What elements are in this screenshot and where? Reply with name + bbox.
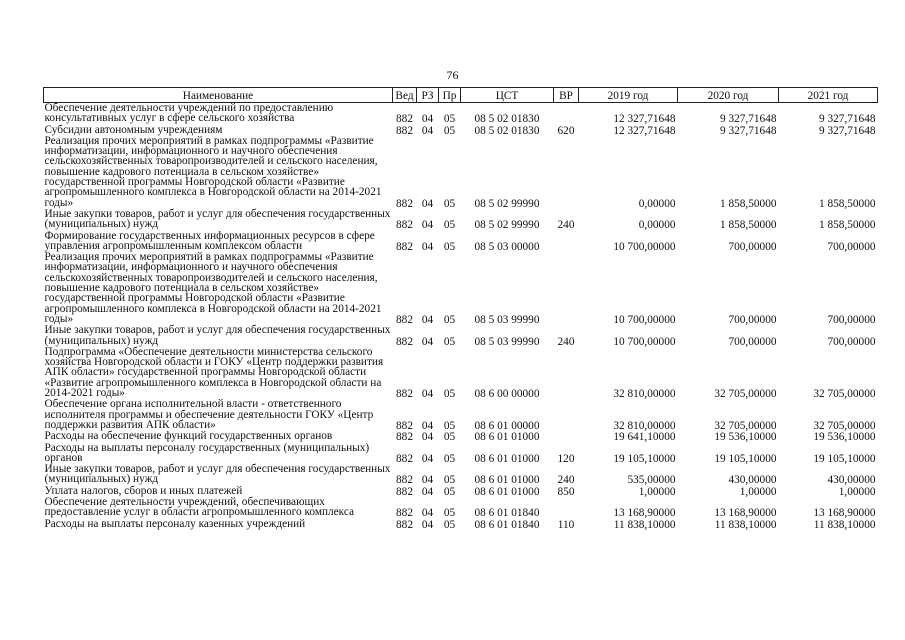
table-body (44, 103, 878, 530)
row-2021: 430,00000 (827, 474, 876, 487)
row-name: Подпрограмма «Обеспечение деятельности министерства сельского хозяйства Новгородской области и ГОКУ «Центр поддержки развития АПК области» государственной программы Новгородской области «Развитие агропромышленного комплекса в Новгородской области на 2014-2021 годы» (44, 345, 384, 400)
row-rz: 04 (421, 518, 434, 531)
row-2020: 13 168,90000 (714, 507, 777, 520)
row-2021: 19 105,10000 (813, 452, 876, 465)
table-row (44, 443, 878, 465)
row-2021: 700,00000 (827, 313, 876, 326)
row-ved: 882 (396, 507, 413, 520)
row-name: Формирование государственных информационных ресурсов в сфере управления агропромышленным комплексом области (44, 229, 375, 252)
row-name: Субсидии автономным учреждениям (44, 123, 223, 136)
row-2019: 32 810,00000 (613, 419, 676, 432)
row-2020: 430,00000 (728, 474, 777, 487)
row-cst: 08 6 01 01840 (474, 518, 540, 531)
row-rz: 04 (421, 335, 434, 348)
row-2021: 9 327,71648 (819, 113, 876, 126)
row-ved: 882 (396, 219, 413, 232)
row-vr: 110 (557, 518, 575, 531)
row-2020: 19 105,10000 (714, 452, 777, 465)
row-ved: 882 (396, 518, 413, 531)
row-rz: 04 (421, 197, 434, 210)
table-row (44, 325, 878, 347)
row-name: Обеспечение органа исполнительной власти - ответственного исполнителя программы и обеспечение деятельности ГОКУ «Центр поддержки развития АПК области» (44, 398, 374, 431)
row-2020: 1 858,50000 (720, 197, 777, 210)
row-cst: 08 5 03 00000 (474, 240, 540, 253)
row-vr: 240 (557, 335, 575, 348)
row-rz: 04 (421, 452, 434, 465)
row-vr (554, 399, 579, 431)
row-2019: 1,00000 (638, 485, 676, 498)
header-2020: 2020 год (678, 88, 779, 103)
row-2020: 32 705,00000 (714, 419, 777, 432)
table-row (44, 431, 878, 442)
row-rz: 04 (421, 124, 434, 137)
row-ved: 882 (396, 485, 413, 498)
row-cst: 08 6 01 01000 (474, 431, 540, 444)
table-row (44, 464, 878, 486)
row-vr (554, 231, 579, 253)
header-name: Наименование (44, 88, 393, 103)
row-2019: 12 327,71648 (613, 124, 676, 137)
row-pr: 05 (443, 452, 456, 465)
row-2019: 535,00000 (627, 474, 676, 487)
row-name: Реализация прочих мероприятий в рамках подпрограммы «Развитие информатизации, информационного и научного обеспечения сельскохозяйственных товаропроизводителей и сельского населения, повышение кадрового потенциала в сельском хозяйстве» государственной программы Новгородской области «Развитие агропромышленного комплекса в Новгородской области на 2014-2021 годы» (44, 251, 382, 325)
row-2021: 11 838,10000 (813, 518, 876, 531)
row-rz: 04 (421, 419, 434, 432)
row-2020: 700,00000 (728, 335, 777, 348)
row-2019: 11 838,10000 (613, 518, 676, 531)
row-rz: 04 (421, 474, 434, 487)
row-vr: 240 (557, 219, 575, 232)
row-pr: 05 (443, 507, 456, 520)
row-rz: 04 (421, 485, 434, 498)
row-2019: 19 105,10000 (613, 452, 676, 465)
budget-table (43, 87, 878, 530)
row-name: Обеспечение деятельности учреждений, обеспечивающих предоставление услуг в области агропромышленного комплекса (44, 495, 355, 519)
row-pr: 05 (443, 419, 456, 432)
row-name: Расходы на выплаты персоналу казенных учреждений (44, 517, 306, 530)
row-2021: 32 705,00000 (813, 419, 876, 432)
row-2019: 19 641,10000 (613, 431, 676, 444)
row-ved: 882 (396, 197, 413, 210)
row-name: Расходы на обеспечение функций государственных органов (44, 430, 333, 443)
row-2021: 1 858,50000 (819, 197, 876, 210)
row-ved: 882 (396, 240, 413, 253)
table-row (44, 347, 878, 399)
table-row (44, 252, 878, 325)
row-vr: 240 (557, 474, 575, 487)
row-cst: 08 6 01 01000 (474, 485, 540, 498)
header-ved: Вед (393, 88, 417, 103)
table-row (44, 399, 878, 431)
row-ved: 882 (396, 124, 413, 137)
row-name: Расходы на выплаты персоналу государственных (муниципальных) органов (44, 441, 370, 464)
row-cst: 08 6 00 00000 (474, 388, 540, 401)
row-cst: 08 5 02 01830 (474, 124, 540, 137)
row-ved: 882 (396, 335, 413, 348)
row-vr (554, 347, 579, 399)
row-pr: 05 (443, 197, 456, 210)
row-2020: 19 536,10000 (714, 431, 777, 444)
row-2019: 13 168,90000 (613, 507, 676, 520)
row-2021: 1 858,50000 (819, 219, 876, 232)
table-row (44, 136, 878, 209)
row-name: Иные закупки товаров, работ и услуг для обеспечения государственных (муниципальных) нужд (44, 463, 391, 486)
row-cst: 08 5 02 01830 (474, 113, 540, 126)
row-name: Иные закупки товаров, работ и услуг для обеспечения государственных (муниципальных) нужд (44, 207, 391, 231)
row-2021: 13 168,90000 (813, 507, 876, 520)
row-vr (554, 497, 579, 519)
row-ved: 882 (396, 113, 413, 126)
row-cst: 08 6 01 01840 (474, 507, 540, 520)
row-2020: 1 858,50000 (720, 219, 777, 232)
row-name: Реализация прочих мероприятий в рамках подпрограммы «Развитие информатизации, информационного и научного обеспечения сельскохозяйственных товаропроизводителей и сельского населения, повышение кадрового потенциала в сельском хозяйстве» государственной программы Новгородской области «Развитие агропромышленного комплекса в Новгородской области на 2014-2021 годы» (44, 134, 382, 209)
row-2019: 32 810,00000 (613, 388, 676, 401)
row-rz: 04 (421, 113, 434, 126)
row-2021: 700,00000 (827, 240, 876, 253)
row-2021: 19 536,10000 (813, 431, 876, 444)
row-name: Иные закупки товаров, работ и услуг для обеспечения государственных (муниципальных) нужд (44, 324, 391, 347)
row-ved: 882 (396, 431, 413, 444)
row-rz: 04 (421, 431, 434, 444)
row-2021: 1,00000 (838, 485, 876, 498)
row-pr: 05 (443, 485, 456, 498)
table-row (44, 231, 878, 253)
row-2020: 700,00000 (728, 313, 777, 326)
row-pr: 05 (443, 474, 456, 487)
row-name: Обеспечение деятельности учреждений по предоставлению консультативных услуг в сфере сельского хозяйства (44, 102, 334, 125)
row-vr (554, 252, 579, 325)
row-2019: 0,00000 (638, 197, 676, 210)
row-2019: 12 327,71648 (613, 113, 676, 126)
row-vr: 620 (557, 124, 575, 137)
row-ved: 882 (396, 474, 413, 487)
row-ved: 882 (396, 388, 413, 401)
header-vr: ВР (554, 88, 579, 103)
table-row (44, 209, 878, 231)
row-pr: 05 (443, 219, 456, 232)
table-row (44, 519, 878, 530)
row-name: Уплата налогов, сборов и иных платежей (44, 484, 243, 497)
header-cst: ЦСТ (461, 88, 554, 103)
row-cst: 08 6 01 01000 (474, 474, 540, 487)
header-2021: 2021 год (779, 88, 878, 103)
row-vr: 120 (557, 452, 575, 465)
row-vr (554, 136, 579, 209)
row-vr: 850 (557, 485, 575, 498)
row-2021: 32 705,00000 (813, 388, 876, 401)
row-2021: 700,00000 (827, 335, 876, 348)
row-ved: 882 (396, 313, 413, 326)
row-2019: 10 700,00000 (613, 313, 676, 326)
header-pr: Пр (439, 88, 461, 103)
row-ved: 882 (396, 452, 413, 465)
row-rz: 04 (421, 507, 434, 520)
row-cst: 08 5 03 99990 (474, 313, 540, 326)
row-cst: 08 5 03 99990 (474, 335, 540, 348)
table-header (44, 88, 878, 103)
row-pr: 05 (443, 431, 456, 444)
row-2019: 0,00000 (638, 219, 676, 232)
page-number: 76 (446, 68, 459, 82)
header-rz: РЗ (417, 88, 439, 103)
row-pr: 05 (443, 388, 456, 401)
row-rz: 04 (421, 240, 434, 253)
row-pr: 05 (443, 124, 456, 137)
row-2020: 9 327,71648 (720, 124, 777, 137)
row-pr: 05 (443, 335, 456, 348)
row-2020: 11 838,10000 (714, 518, 777, 531)
row-cst: 08 6 01 00000 (474, 419, 540, 432)
row-pr: 05 (443, 518, 456, 531)
row-2019: 10 700,00000 (613, 335, 676, 348)
row-vr (554, 431, 579, 442)
table-row (44, 103, 878, 125)
row-pr: 05 (443, 240, 456, 253)
row-rz: 04 (421, 219, 434, 232)
row-2020: 9 327,71648 (720, 113, 777, 126)
row-cst: 08 6 01 01000 (474, 452, 540, 465)
row-2019: 10 700,00000 (613, 240, 676, 253)
row-vr (554, 103, 579, 125)
row-cst: 08 5 02 99990 (474, 219, 540, 232)
row-pr: 05 (443, 313, 456, 326)
header-2019: 2019 год (579, 88, 678, 103)
row-2020: 32 705,00000 (714, 388, 777, 401)
row-cst: 08 5 02 99990 (474, 197, 540, 210)
table-row (44, 497, 878, 519)
row-2021: 9 327,71648 (819, 124, 876, 137)
row-rz: 04 (421, 313, 434, 326)
header-row (44, 88, 878, 103)
row-ved: 882 (396, 419, 413, 432)
row-pr: 05 (443, 113, 456, 126)
row-2020: 700,00000 (728, 240, 777, 253)
row-rz: 04 (421, 388, 434, 401)
row-2020: 1,00000 (739, 485, 777, 498)
